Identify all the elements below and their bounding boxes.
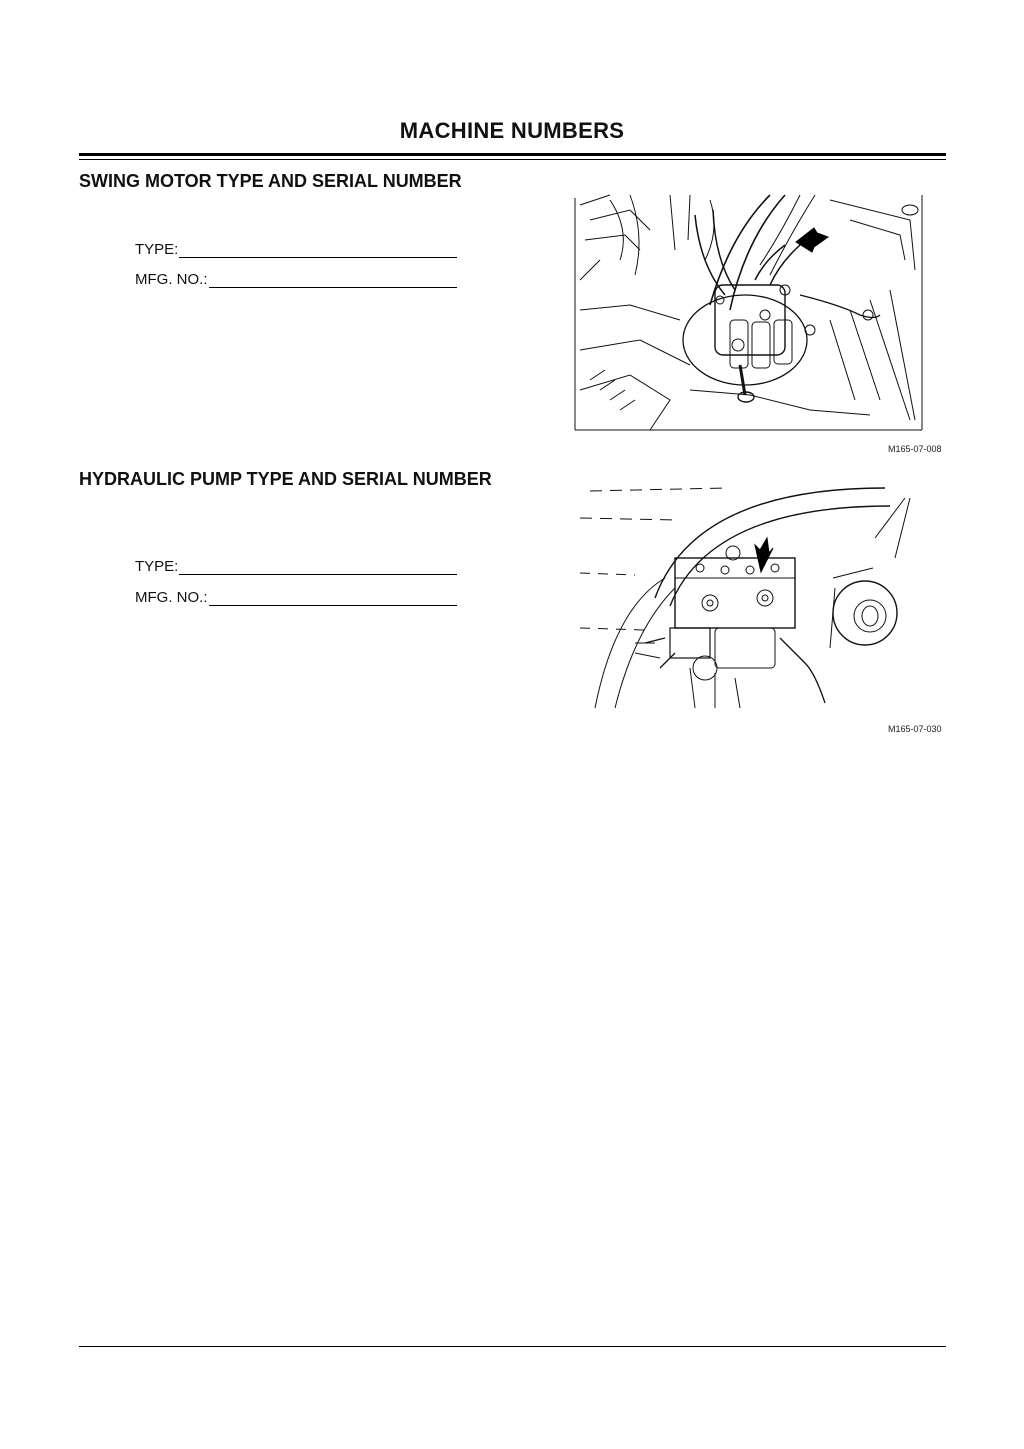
hydraulic-pump-illustration — [575, 478, 915, 710]
swing-motor-type-field[interactable] — [135, 236, 457, 258]
hydraulic-pump-type-field[interactable] — [135, 553, 457, 575]
hydraulic-pump-figure-code: M165-07-030 — [888, 724, 942, 734]
hydraulic-pump-mfg-field[interactable] — [135, 584, 457, 606]
mfg-no-blank-line[interactable] — [209, 271, 458, 288]
title-rule-thick — [79, 153, 946, 156]
footer-rule — [79, 1346, 946, 1347]
mfg-no-label: MFG. NO.: — [135, 271, 208, 288]
title-rule-thin — [79, 159, 946, 160]
page-title: MACHINE NUMBERS — [399, 118, 625, 143]
swing-motor-heading: SWING MOTOR TYPE AND SERIAL NUMBER — [79, 171, 462, 191]
mfg-no-blank-line[interactable] — [209, 589, 458, 606]
mfg-no-label: MFG. NO.: — [135, 589, 208, 606]
swing-motor-mfg-field[interactable] — [135, 266, 457, 288]
swing-motor-figure-code: M165-07-008 — [888, 444, 942, 454]
hydraulic-pump-heading: HYDRAULIC PUMP TYPE AND SERIAL NUMBER — [79, 469, 492, 489]
type-label: TYPE: — [135, 241, 179, 258]
swing-motor-illustration — [570, 190, 926, 435]
type-blank-line[interactable] — [179, 241, 457, 258]
type-blank-line[interactable] — [179, 558, 457, 575]
type-label: TYPE: — [135, 558, 179, 575]
